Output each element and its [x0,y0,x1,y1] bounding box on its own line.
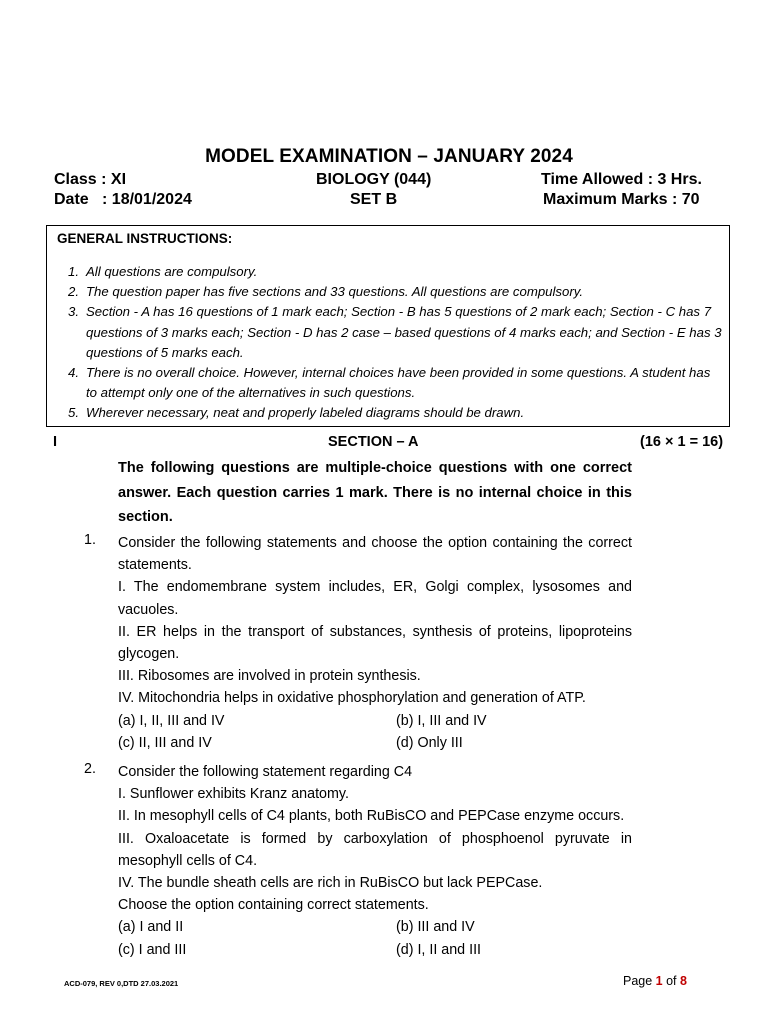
set-label: SET B [350,191,398,208]
instruction-text: The question paper has five sections and 33 questions. All questions are compulsory. [86,284,584,300]
page-label: Page [623,974,656,988]
option: (a) I, II, III and IV [118,712,225,729]
instruction-item [64,403,724,423]
question-line: Consider the following statements and choose the option containing the correct statements. [118,535,632,574]
option: (b) III and IV [396,919,475,936]
question-line: Choose the option containing correct statements. [118,897,429,914]
instruction-text: Wherever necessary, neat and properly labeled diagrams should be drawn. [86,405,525,421]
page-of: of [662,974,680,988]
option: (c) II, III and IV [118,734,212,751]
question-number: 1. [84,532,96,548]
exam-title: MODEL EXAMINATION – JANUARY 2024 [205,146,573,167]
instruction-number: 2. [68,284,79,300]
date-label: Date : 18/01/2024 [54,191,192,208]
question-line: I. The endomembrane system includes, ER, Golgi complex, lysosomes and vacuoles. [118,579,632,618]
question-line: I. Sunflower exhibits Kranz anatomy. [118,786,349,803]
instruction-text: There is no overall choice. However, internal choices have been provided in some questions. A student has to attempt only one of the alternatives in such questions. [86,365,711,401]
instructions-title: GENERAL INSTRUCTIONS: [57,231,233,246]
question-line: Consider the following statement regarding C4 [118,764,413,780]
instruction-number: 1. [68,264,79,279]
instruction-text: Section - A has 16 questions of 1 mark each; Section - B has 5 questions of 2 mark each; Section - C has 7 questions of 3 marks each; Section - D has 2 case – based questions of 4 marks each; and Section - E has 3 questions of 5 marks each. [86,304,722,360]
instruction-item [64,282,724,302]
option: (d) Only III [396,734,463,751]
time-allowed-label: Time Allowed : 3 Hrs. [541,171,702,188]
subject-label: BIOLOGY (044) [316,171,432,188]
instruction-number: 5. [68,405,79,421]
question-line: II. In mesophyll cells of C4 plants, both RuBisCO and PEPCase enzyme occurs. [118,808,625,825]
question-line: III. Ribosomes are involved in protein synthesis. [118,668,421,685]
page-total: 8 [680,974,687,988]
instruction-number: 4. [68,365,79,381]
option: (c) I and III [118,941,187,958]
document-code: ACD-079, REV 0,DTD 27.03.2021 [64,979,179,988]
question-line: IV. The bundle sheath cells are rich in RuBisCO but lack PEPCase. [118,875,543,892]
instruction-item [64,363,724,403]
section-title: SECTION – A [328,434,419,450]
question-2 [118,761,632,961]
class-label: Class : XI [54,171,127,188]
options-grid [118,710,632,754]
instructions-list [64,262,724,424]
section-marks: (16 × 1 = 16) [640,434,724,450]
question-1 [118,532,632,754]
instruction-item [64,262,724,282]
instruction-number: 3. [68,304,79,320]
question-line: II. ER helps in the transport of substances, synthesis of proteins, lipoproteins glycogen. [118,623,632,663]
question-line: IV. Mitochondria helps in oxidative phosphorylation and generation of ATP. [118,690,586,707]
question-line: III. Oxaloacetate is formed by carboxylation of phosphoenol pyruvate in mesophyll cells of C4. [118,830,632,869]
instruction-text: All questions are compulsory. [86,264,258,279]
page-indicator [623,974,687,988]
max-marks-label: Maximum Marks : 70 [543,191,700,208]
option: (b) I, III and IV [396,712,487,729]
options-grid [118,916,632,960]
instruction-item [64,302,724,363]
section-roman-numeral: I [53,434,58,450]
option: (a) I and II [118,919,184,936]
question-number: 2. [84,761,96,777]
option: (d) I, II and III [396,941,482,958]
page-number: 1 [655,974,663,988]
section-note: The following questions are multiple-choice questions with one correct answer. Each question carries 1 mark. There is no internal choice in this section. [118,460,632,525]
